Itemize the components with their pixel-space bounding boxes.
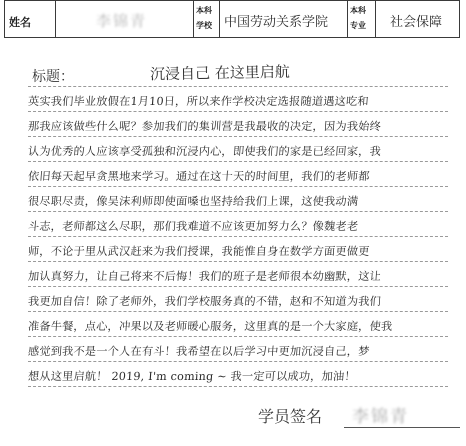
essay-title: 沉浸自己 在这里启航 [149,62,290,84]
school-label-cell [193,1,219,37]
signature-line [344,427,460,428]
major-label-top: 本科 [350,6,366,15]
name-label: 姓名 [9,16,31,29]
essay-line: 依旧每天起早贪黑地来学习。通过在这十天的时间里，我们的老师都 [27,170,371,183]
name-label-cell [5,1,55,37]
major-value: 社会保障 [390,15,443,30]
major-label-bottom: 专业 [350,21,366,30]
undergrad-label: 本科 [196,6,212,15]
school-value: 中国劳动关系学院 [224,15,329,30]
essay-line: 想从这里启航！ 2019, I'm coming ~ 我一定可以成功，加油！ [27,370,357,383]
school-value-cell [219,1,347,37]
essay-line: 很尽职尽责，像吴沫利师即使面嗓也坚持给我们上课，这使我动满 [27,195,359,208]
essay-line: 师，不论于里从武汉赶来为我们授课，我能惟自身在数学方面更做更 [27,245,371,258]
essay-line: 加认真努力，让自己将来不后悔！我们的班子是老师很本幼幽默，这让 [27,270,382,283]
school-label: 学校 [196,21,212,30]
essay-line: 那我应该做些什么呢？参加我们的集训营是我最收的决定，因为我始终 [27,120,382,133]
essay-line: 我更加自信！除了老师外，我们学校服务真的不错，赵和不知道为我们 [27,295,382,308]
major-label-cell [347,1,375,37]
header-table [4,0,460,38]
signature-value: 李锦青 [352,407,409,427]
name-value-cell [55,1,193,37]
essay-line: 英实我们毕业放假在1月10日，所以来作学校决定选报随道遇这吃和 [27,95,370,108]
title-label: 标题： [32,69,74,85]
essay-line: 准备牛餐，点心，冲果以及老师暖心服务，这里真的是一个大家庭，使我 [27,320,393,333]
essay-line: 感觉到我不是一个人在有斗！我希望在以后学习中更加沉浸自己，梦 [27,345,371,358]
name-value: 李锦青 [96,12,148,30]
signature-label: 学员签名 [258,407,323,426]
essay-line: 斗志，老师都这么尽职，那们我难道不应该更加努力么？像魏老老 [27,220,359,233]
essay-line: 认为优秀的人应该享受孤独和沉浸内心，即使我们的家是已经回家，我 [27,145,382,158]
major-value-cell [375,1,461,37]
